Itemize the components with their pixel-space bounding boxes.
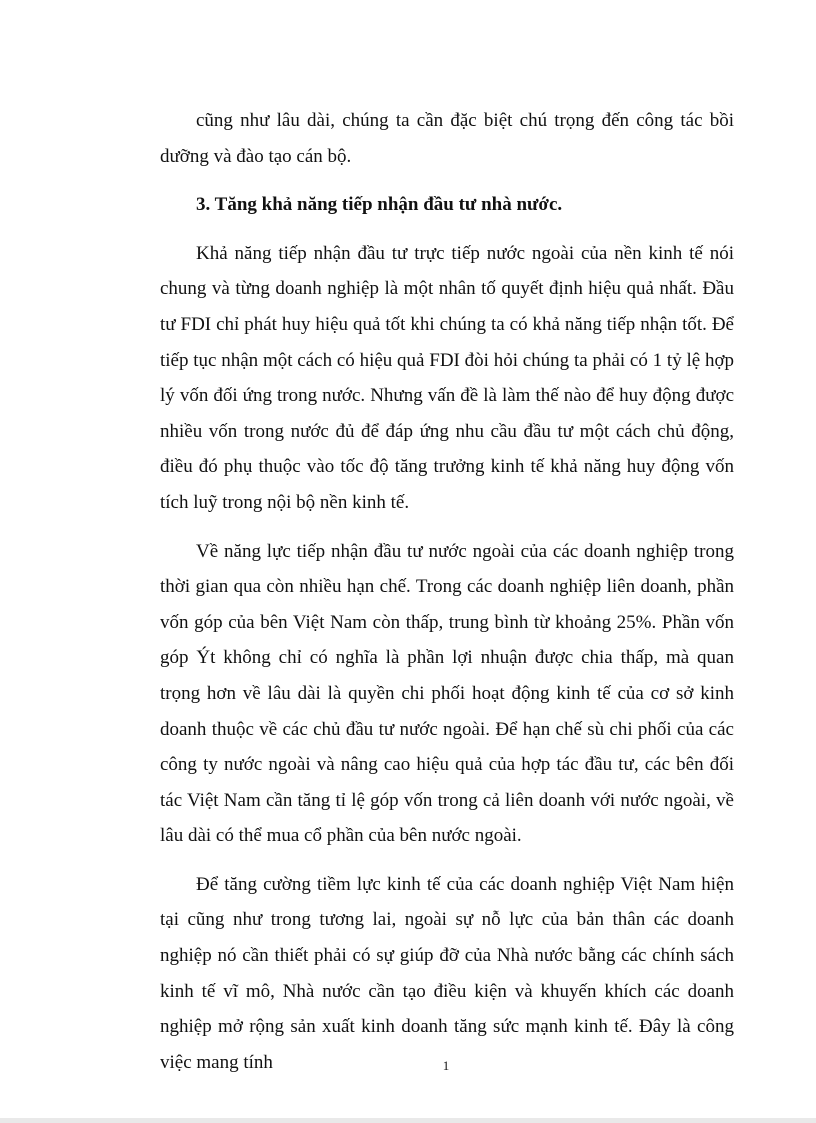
page-number: 1 [442, 1058, 450, 1073]
paragraph-enterprise-capacity: Về năng lực tiếp nhận đầu tư nước ngoài của các doanh nghiệp trong thời gian qua còn nhiều hạn chế. Trong các doanh nghiệp liên doanh, phần vốn góp của bên Việt Nam còn thấp, trung bình từ khoảng 25%. Phần vốn góp Ýt không chỉ có nghĩa là phần lợi nhuận được chia thấp, mà quan trọng hơn về lâu dài là quyền chi phối hoạt động kinh tế của cơ sở kinh doanh thuộc về các chủ đầu tư nước ngoài. Để hạn chế sù chi phối của các công ty nước ngoài và nâng cao hiệu quả của hợp tác đầu tư, các bên đối tác Việt Nam cần tăng tỉ lệ góp vốn trong cả liên doanh với nước ngoài, về lâu dài có thể mua cổ phần của bên nước ngoài. [160, 540, 734, 847]
paragraph-absorption-capacity: Khả năng tiếp nhận đầu tư trực tiếp nước ngoài của nền kinh tế nói chung và từng doanh nghiệp là một nhân tố quyết định hiệu quả nhất. Đầu tư FDI chỉ phát huy hiệu quả tốt khi chúng ta có khả năng tiếp nhận tốt. Để tiếp tục nhận một cách có hiệu quả FDI đòi hỏi chúng ta phải có 1 tỷ lệ hợp lý vốn đối ứng trong nước. Nhưng vấn đề là làm thế nào để huy động được nhiều vốn trong nước đủ để đáp ứng nhu cầu đầu tư một cách chủ động, điều đó phụ thuộc vào tốc độ tăng trưởng kinh tế khả năng huy động vốn tích luỹ trong nội bộ nền kinh tế. [160, 242, 734, 513]
paragraph-state-support: Để tăng cường tiềm lực kinh tế của các doanh nghiệp Việt Nam hiện tại cũng như trong tương lai, ngoài sự nỗ lực của bản thân các doanh nghiệp nó cần thiết phải có sự giúp đỡ của Nhà nước bằng các chính sách kinh tế vĩ mô, Nhà nước cần tạo điều kiện và khuyến khích các doanh nghiệp mở rộng sản xuất kinh doanh tăng sức mạnh kinh tế. Đây là công việc mang tính [160, 873, 734, 1073]
paragraph-continuation: cũng như lâu dài, chúng ta cần đặc biệt chú trọng đến công tác bồi dưỡng và đào tạo cán bộ. [160, 110, 734, 167]
section-heading: 3. Tăng khả năng tiếp nhận đầu tư nhà nước. [196, 194, 563, 216]
document-body [160, 103, 734, 1093]
page-bottom-edge [0, 1118, 816, 1123]
